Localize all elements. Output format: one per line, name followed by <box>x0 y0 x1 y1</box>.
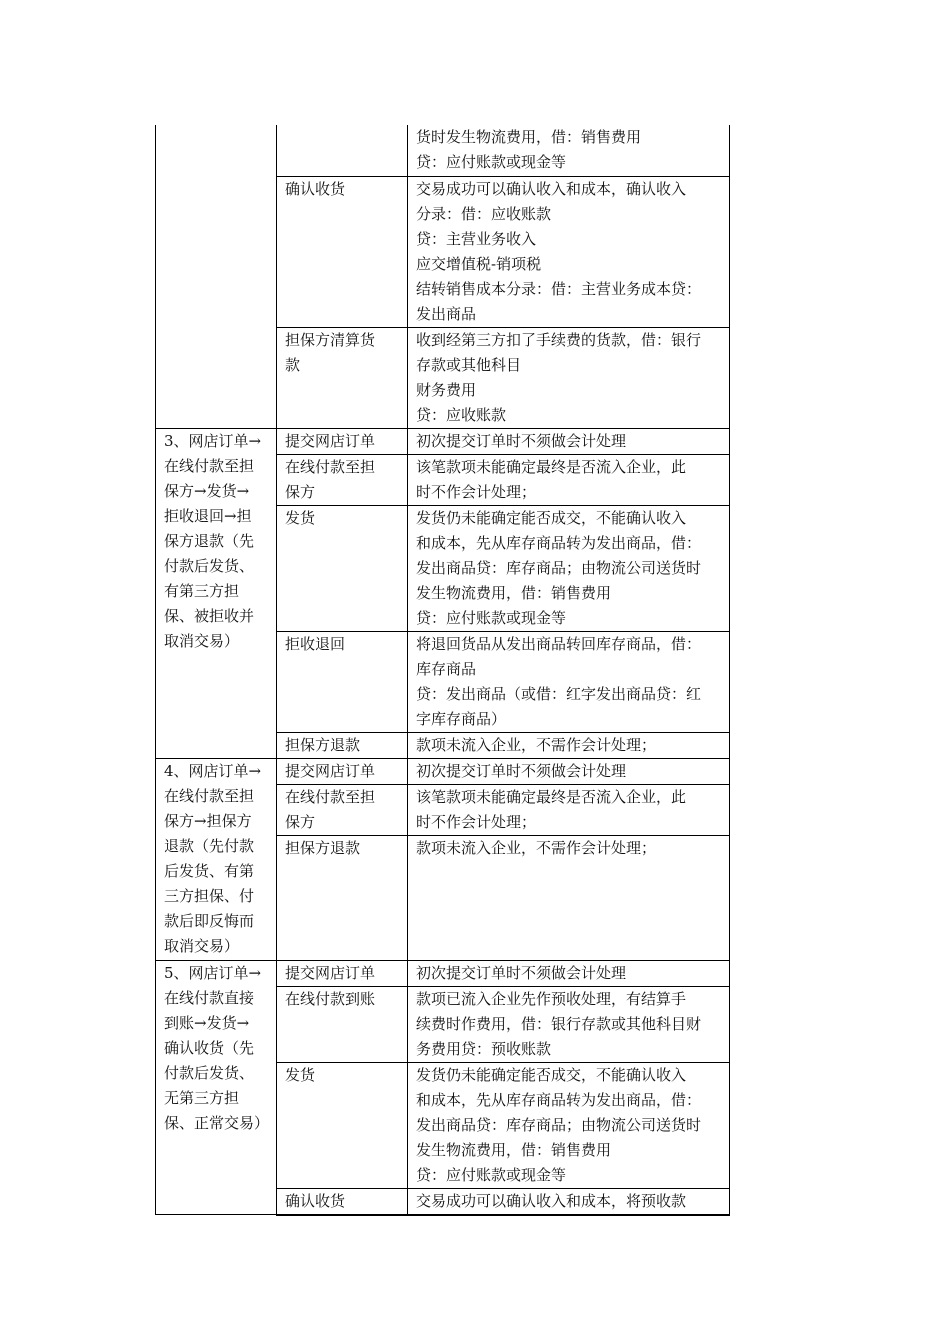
step-cell: 担保方退款 <box>277 835 408 960</box>
step-cell: 提交网店订单 <box>277 758 408 784</box>
step-cell: 担保方退款 <box>277 732 408 758</box>
table-row <box>156 758 730 784</box>
step-cell: 在线付款至担 保方 <box>277 784 408 835</box>
entry-cell: 初次提交订单时不须做会计处理 <box>408 960 730 986</box>
step-cell: 提交网店订单 <box>277 960 408 986</box>
step-cell: 在线付款到账 <box>277 986 408 1062</box>
step-cell: 发货 <box>277 505 408 631</box>
entry-cell: 该笔款项未能确定最终是否流入企业，此 时不作会计处理； <box>408 454 730 505</box>
entry-cell: 款项未流入企业，不需作会计处理； <box>408 835 730 960</box>
table-row <box>156 960 730 986</box>
step-cell: 在线付款至担 保方 <box>277 454 408 505</box>
accounting-table <box>155 125 730 1216</box>
case-cell: 5、网店订单→ 在线付款直接 到账→发货→ 确认收货（先 付款后发货、 无第三方担 保、正常交易） <box>156 960 277 1215</box>
entry-cell: 交易成功可以确认收入和成本，确认收入 分录：借：应收账款 贷：主营业务收入 应交增值税-销项税 结转销售成本分录：借：主营业务成本贷： 发出商品 <box>408 176 730 327</box>
step-cell: 担保方清算货 款 <box>277 327 408 428</box>
entry-cell: 初次提交订单时不须做会计处理 <box>408 758 730 784</box>
case-cell: 3、网店订单→ 在线付款至担 保方→发货→ 拒收退回→担 保方退款（先 付款后发货、 有第三方担 保、被拒收并 取消交易） <box>156 428 277 758</box>
entry-cell: 初次提交订单时不须做会计处理 <box>408 428 730 454</box>
entry-cell: 发货仍未能确定能否成交，不能确认收入 和成本，先从库存商品转为发出商品，借： 发出商品贷：库存商品；由物流公司送货时 发生物流费用，借：销售费用 贷：应付账款或现金等 <box>408 505 730 631</box>
table-row <box>156 428 730 454</box>
step-cell: 确认收货 <box>277 1188 408 1215</box>
step-cell: 提交网店订单 <box>277 428 408 454</box>
entry-cell: 收到经第三方扣了手续费的货款，借：银行 存款或其他科目 财务费用 贷：应收账款 <box>408 327 730 428</box>
step-cell: 确认收货 <box>277 176 408 327</box>
entry-cell: 款项已流入企业先作预收处理，有结算手 续费时作费用，借：银行存款或其他科目财 务费用贷：预收账款 <box>408 986 730 1062</box>
step-cell: 发货 <box>277 1062 408 1188</box>
case-cell <box>156 125 277 428</box>
case-cell: 4、网店订单→ 在线付款至担 保方→担保方 退款（先付款 后发货、有第 三方担保、付 款后即反悔而 取消交易） <box>156 758 277 960</box>
entry-cell: 发货仍未能确定能否成交，不能确认收入 和成本，先从库存商品转为发出商品，借： 发出商品贷：库存商品；由物流公司送货时 发生物流费用，借：销售费用 贷：应付账款或现金等 <box>408 1062 730 1188</box>
entry-cell: 款项未流入企业，不需作会计处理； <box>408 732 730 758</box>
entry-cell: 该笔款项未能确定最终是否流入企业，此 时不作会计处理； <box>408 784 730 835</box>
table-row <box>156 125 730 176</box>
entry-cell: 货时发生物流费用，借：销售费用 贷：应付账款或现金等 <box>408 125 730 176</box>
entry-cell: 将退回货品从发出商品转回库存商品，借： 库存商品 贷：发出商品（或借：红字发出商品贷：红 字库存商品） <box>408 631 730 732</box>
step-cell: 拒收退回 <box>277 631 408 732</box>
entry-cell: 交易成功可以确认收入和成本，将预收款 <box>408 1188 730 1215</box>
step-cell <box>277 125 408 176</box>
